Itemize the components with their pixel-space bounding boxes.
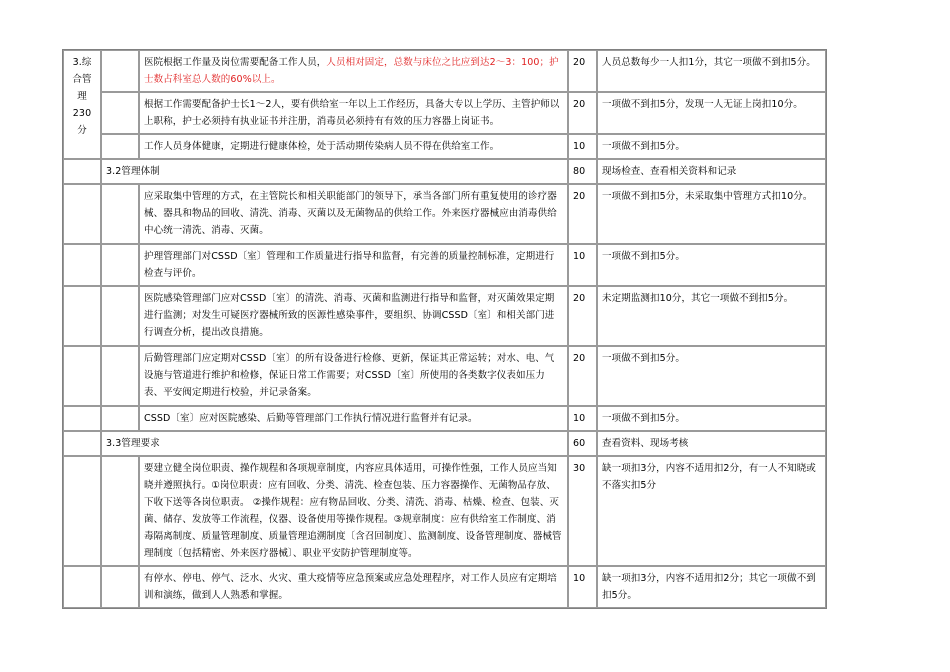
score-value: 20 <box>568 286 597 346</box>
scoring-method: 人员总数每少一人扣1分，其它一项做不到扣5分。 <box>597 50 826 92</box>
table-row <box>63 184 826 244</box>
blank-cell <box>63 346 101 406</box>
category-cell <box>63 50 101 159</box>
scoring-method: 缺一项扣3分，内容不适用扣2分；其它一项做不到扣5分。 <box>597 566 826 608</box>
score-value: 20 <box>568 92 597 134</box>
requirement-text: 护理管理部门对CSSD〔室〕管理和工作质量进行指导和监督，有完善的质量控制标准，定期进行检查与评价。 <box>139 244 568 286</box>
requirement-text: 应采取集中管理的方式，在主管院长和相关职能部门的领导下，承当各部门所有重复使用的诊疗器械、器具和物品的回收、清洗、消毒、灭菌以及无菌物品的供给工作。外来医疗器械应由消毒供给中心统一清洗、消毒、灭菌。 <box>139 184 568 244</box>
scoring-method: 缺一项扣3分，内容不适用扣2分，有一人不知晓或不落实扣5分 <box>597 456 826 566</box>
requirement-text: CSSD〔室〕应对医院感染、后勤等管理部门工作执行情况进行监督并有记录。 <box>139 406 568 431</box>
section-title: 3.3管理要求 <box>101 431 568 456</box>
evaluation-table <box>62 49 827 609</box>
blank-cell <box>101 50 139 92</box>
section-score: 60 <box>568 431 597 456</box>
blank-cell <box>101 244 139 286</box>
table-row <box>63 244 826 286</box>
scoring-method: 一项做不到扣5分，发现一人无证上岗扣10分。 <box>597 92 826 134</box>
blank-cell <box>63 184 101 244</box>
blank-cell <box>63 431 101 456</box>
table-row <box>63 346 826 406</box>
score-value: 10 <box>568 244 597 286</box>
requirement-text: 根据工作需要配备护士长1～2人，要有供给室一年以上工作经历，具备大专以上学历、主管护师以上职称，护士必须持有执业证书并注册，消毒员必须持有有效的压力容器上岗证书。 <box>139 92 568 134</box>
blank-cell <box>63 159 101 184</box>
requirement-text: 有停水、停电、停气、泛水、火灾、重大疫情等应急预案或应急处理程序，对工作人员应有定期培训和演练，做到人人熟悉和掌握。 <box>139 566 568 608</box>
category-title: 3.综合管理 <box>72 57 92 102</box>
blank-cell <box>63 566 101 608</box>
blank-cell <box>101 566 139 608</box>
blank-cell <box>63 456 101 566</box>
score-value: 10 <box>568 134 597 159</box>
section-header-row <box>63 431 826 456</box>
blank-cell <box>101 346 139 406</box>
table-row <box>63 406 826 431</box>
blank-cell <box>63 406 101 431</box>
requirement-text: 医院感染管理部门应对CSSD〔室〕的清洗、消毒、灭菌和监测进行指导和监督，对灭菌效果定期进行监测；对发生可疑医疗器械所致的医源性感染事件，要组织、协调CSSD〔室〕和相关部门进行调查分析，提出改良措施。 <box>139 286 568 346</box>
table-row <box>63 286 826 346</box>
table-row <box>63 134 826 159</box>
section-title: 3.2管理体制 <box>101 159 568 184</box>
score-value: 10 <box>568 406 597 431</box>
scoring-method: 未定期监测扣10分，其它一项做不到扣5分。 <box>597 286 826 346</box>
table-row <box>63 456 826 566</box>
scoring-method: 一项做不到扣5分，未采取集中管理方式扣10分。 <box>597 184 826 244</box>
blank-cell <box>101 92 139 134</box>
requirement-text: 后勤管理部门应定期对CSSD〔室〕的所有设备进行检修、更新，保证其正常运转；对水、电、气设施与管道进行维护和检修，保证日常工作需要；对CSSD〔室〕所使用的各类数字仪表如压力表、平安阀定期进行校验，并记录备案。 <box>139 346 568 406</box>
section-header-row <box>63 159 826 184</box>
scoring-method: 一项做不到扣5分。 <box>597 406 826 431</box>
scoring-method: 一项做不到扣5分。 <box>597 346 826 406</box>
blank-cell <box>63 244 101 286</box>
blank-cell <box>101 286 139 346</box>
scoring-method: 一项做不到扣5分。 <box>597 244 826 286</box>
requirement-text: 要建立健全岗位职责、操作规程和各项规章制度，内容应具体适用，可操作性强，工作人员应当知晓并遵照执行。①岗位职责：应有回收、分类、清洗、检查包装、压力容器操作、无菌物品存放、下收下送等各岗位职责。 ②操作规程：应有物品回收、分类、清洗、消毒、枯燥、检查、包装、灭菌、储存、发放等工作流程，仪器、设备使用等操作规程。③规章制度：应有供给室工作制度、消毒隔离制度、质量管理制度、质量管理追溯制度〔含召回制度〕、监测制度、设备管理制度、器械管理制度〔包括精密、外来医疗器械〕、职业平安防护管理制度等。 <box>139 456 568 566</box>
blank-cell <box>101 184 139 244</box>
blank-cell <box>101 456 139 566</box>
scoring-method: 一项做不到扣5分。 <box>597 134 826 159</box>
score-value: 20 <box>568 346 597 406</box>
section-method: 现场检查、查看相关资料和记录 <box>597 159 826 184</box>
section-score: 80 <box>568 159 597 184</box>
score-value: 20 <box>568 184 597 244</box>
table-row <box>63 92 826 134</box>
score-value: 20 <box>568 50 597 92</box>
blank-cell <box>101 134 139 159</box>
requirement-text: 工作人员身体健康，定期进行健康体检，处于活动期传染病人员不得在供给室工作。 <box>139 134 568 159</box>
section-method: 查看资料、现场考核 <box>597 431 826 456</box>
table-row <box>63 50 826 92</box>
category-score: 230分 <box>72 108 92 136</box>
blank-cell <box>63 286 101 346</box>
table-row <box>63 566 826 608</box>
blank-cell <box>101 406 139 431</box>
requirement-text: 医院根据工作量及岗位需要配备工作人员，人员相对固定，总数与床位之比应到达2～3：100；护士数占科室总人数的60%以上。 <box>139 50 568 92</box>
score-value: 30 <box>568 456 597 566</box>
highlighted-requirement: 人员相对固定，总数与床位之比应到达2～3：100；护士数占科室总人数的60%以上。 <box>144 57 559 85</box>
score-value: 10 <box>568 566 597 608</box>
